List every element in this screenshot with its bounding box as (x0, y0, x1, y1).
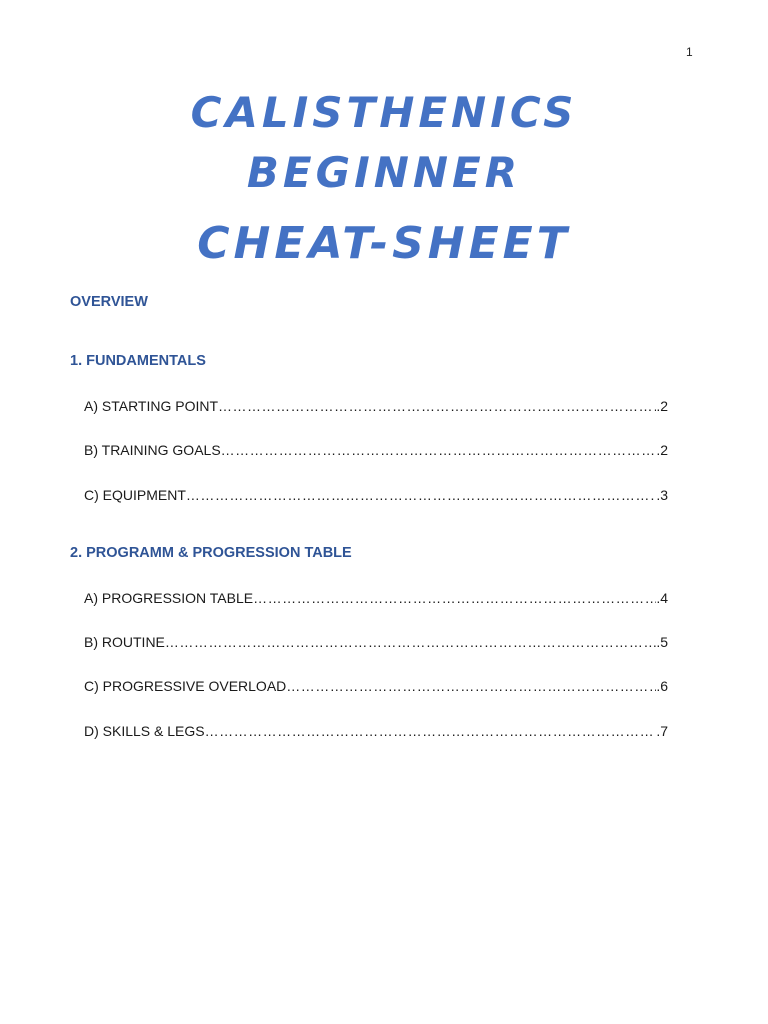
section-heading-fundamentals: 1. FUNDAMENTALS (70, 353, 206, 369)
toc-leader-dots (218, 398, 656, 414)
page-number: 1 (686, 45, 693, 59)
section-heading-programm: 2. PROGRAMM & PROGRESSION TABLE (70, 545, 352, 561)
toc-entry-page: .7 (656, 723, 668, 739)
toc-leader-dots (253, 590, 656, 606)
toc-entry-label: B) ROUTINE (84, 634, 165, 650)
toc-leader-dots (165, 634, 656, 650)
toc-entry-skills-legs[interactable] (84, 723, 668, 739)
toc-entry-equipment[interactable] (84, 487, 668, 503)
toc-entry-label: D) SKILLS & LEGS (84, 723, 205, 739)
toc-leader-dots (205, 723, 657, 739)
toc-entry-training-goals[interactable] (84, 442, 668, 458)
toc-entry-routine[interactable] (84, 634, 668, 650)
toc-entry-progressive-overload[interactable] (84, 678, 668, 694)
toc-entry-label: B) TRAINING GOALS (84, 442, 221, 458)
toc-leader-dots (186, 487, 656, 503)
toc-entry-page: .6 (656, 678, 668, 694)
overview-heading: OVERVIEW (70, 294, 148, 310)
document-title-line-3: CHEAT-SHEET (197, 218, 571, 269)
toc-leader-dots (221, 442, 657, 458)
document-title-line-2: BEGINNER (246, 148, 522, 197)
toc-entry-label: A) PROGRESSION TABLE (84, 590, 254, 606)
toc-entry-progression-table[interactable] (84, 590, 668, 606)
document-title-line-1: CALISTHENICS (190, 88, 578, 137)
toc-entry-label: C) EQUIPMENT (84, 487, 186, 503)
toc-entry-page: .5 (656, 634, 668, 650)
toc-entry-label: A) STARTING POINT (84, 398, 219, 414)
toc-entry-page: .4 (656, 590, 668, 606)
toc-leader-dots (286, 678, 656, 694)
toc-entry-starting-point[interactable] (84, 398, 668, 414)
toc-entry-page: .2 (656, 442, 668, 458)
toc-entry-page: .2 (656, 398, 668, 414)
toc-entry-page: .3 (656, 487, 668, 503)
toc-entry-label: C) PROGRESSIVE OVERLOAD (84, 678, 287, 694)
